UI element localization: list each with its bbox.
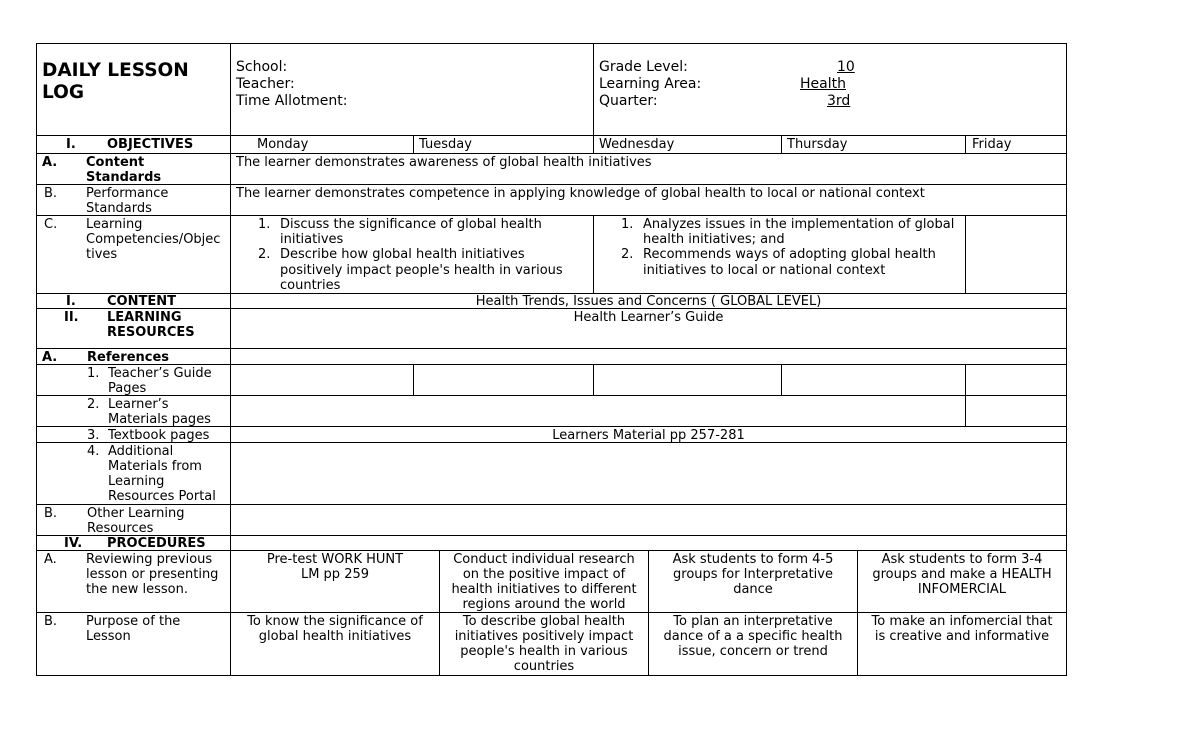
col-line bbox=[413, 135, 414, 154]
performance-standards-text: The learner demonstrates competence in applying knowledge of global health to local or national context bbox=[236, 186, 925, 201]
row-line bbox=[36, 364, 1067, 365]
procedure-cell: global health initiatives bbox=[258, 629, 412, 644]
learning-resources-roman: II. bbox=[64, 310, 79, 325]
competencies-label-3: tives bbox=[86, 247, 118, 262]
quarter-value: 3rd bbox=[827, 93, 851, 109]
day-monday: Monday bbox=[257, 137, 309, 152]
procedure-cell: dance bbox=[733, 582, 773, 597]
procedure-cell: issue, concern or trend bbox=[678, 644, 828, 659]
procedure-cell: To make an infomercial that bbox=[871, 614, 1053, 629]
procedure-cell: Ask students to form 3-4 bbox=[881, 552, 1043, 567]
border-bottom bbox=[36, 675, 1067, 676]
competencies-label: Learning bbox=[86, 217, 143, 232]
border-top bbox=[36, 43, 1067, 44]
reference-label: Materials pages bbox=[108, 412, 211, 427]
performance-standards-label-2: Standards bbox=[86, 201, 152, 216]
content-text: Health Trends, Issues and Concerns ( GLOBAL LEVEL) bbox=[475, 294, 822, 309]
reference-number: 4. bbox=[87, 444, 100, 459]
quarter-label: Quarter: bbox=[599, 93, 658, 109]
col-line bbox=[593, 364, 594, 396]
procedure-cell: is creative and informative bbox=[874, 629, 1050, 644]
competency-text: countries bbox=[280, 278, 341, 293]
reference-label: Pages bbox=[108, 381, 147, 396]
competency-text: positively impact people's health in various bbox=[280, 263, 563, 278]
grade-level-label: Grade Level: bbox=[599, 59, 688, 75]
reference-number: 3. bbox=[87, 428, 100, 443]
competency-text: Describe how global health initiatives bbox=[280, 247, 525, 262]
col-line bbox=[413, 364, 414, 396]
day-tuesday: Tuesday bbox=[419, 137, 472, 152]
procedure-cell: groups for Interpretative bbox=[673, 567, 833, 582]
performance-standards-letter: B. bbox=[44, 186, 58, 201]
content-label: CONTENT bbox=[107, 294, 176, 309]
competency-text: health initiatives; and bbox=[643, 232, 785, 247]
reference-label: Teacher’s Guide bbox=[108, 366, 212, 381]
procedure-cell: on the positive impact of bbox=[462, 567, 626, 582]
content-standards-text: The learner demonstrates awareness of global health initiatives bbox=[236, 155, 652, 170]
procedures-label: PROCEDURES bbox=[107, 536, 206, 551]
col-line bbox=[965, 215, 966, 294]
row-line bbox=[36, 348, 1067, 349]
content-standards-label-2: Standards bbox=[86, 170, 162, 185]
procedure-label: lesson or presenting bbox=[86, 567, 219, 582]
textbook-pages-text: Learners Material pp 257-281 bbox=[552, 428, 745, 443]
competency-number: 2. bbox=[621, 247, 634, 262]
reference-label: Textbook pages bbox=[108, 428, 210, 443]
procedure-label: Purpose of the bbox=[86, 614, 181, 629]
learning-resources-label-2: RESOURCES bbox=[107, 325, 195, 340]
procedure-cell: LM pp 259 bbox=[300, 567, 370, 582]
school-label: School: bbox=[236, 59, 288, 75]
competency-number: 2. bbox=[258, 247, 271, 262]
competency-text: initiatives bbox=[280, 232, 344, 247]
procedure-cell: groups and make a HEALTH bbox=[872, 567, 1052, 582]
col-line bbox=[965, 135, 966, 154]
time-allotment-label: Time Allotment: bbox=[236, 93, 348, 109]
procedure-cell: countries bbox=[513, 659, 575, 674]
border-left bbox=[36, 43, 37, 676]
procedures-roman: IV. bbox=[64, 536, 83, 551]
procedure-cell: health initiatives to different bbox=[451, 582, 637, 597]
competency-number: 1. bbox=[258, 217, 271, 232]
col-line bbox=[781, 135, 782, 154]
other-resources-label-2: Resources bbox=[87, 521, 154, 536]
competencies-letter: C. bbox=[44, 217, 58, 232]
procedure-cell: Ask students to form 4-5 bbox=[672, 552, 834, 567]
col-line bbox=[781, 364, 782, 396]
competency-text: Recommends ways of adopting global health bbox=[643, 247, 936, 262]
reference-label: Materials from bbox=[108, 459, 202, 474]
competencies-label-2: Competencies/Objec bbox=[86, 232, 221, 247]
competency-text: initiatives to local or national context bbox=[643, 263, 886, 278]
day-wednesday: Wednesday bbox=[599, 137, 675, 152]
border-right bbox=[1066, 43, 1067, 676]
learning-resources-text: Health Learner’s Guide bbox=[573, 310, 724, 325]
row-line bbox=[36, 395, 1067, 396]
learning-resources-label: LEARNING bbox=[107, 310, 182, 325]
competency-text: Discuss the significance of global health bbox=[280, 217, 542, 232]
reference-label: Additional bbox=[108, 444, 174, 459]
teacher-label: Teacher: bbox=[236, 76, 295, 92]
performance-standards-label: Performance bbox=[86, 186, 169, 201]
document-title: DAILY LESSON bbox=[42, 60, 189, 81]
procedure-cell: people's health in various bbox=[460, 644, 628, 659]
procedure-cell: dance of a a specific health bbox=[663, 629, 843, 644]
other-resources-label: Other Learning bbox=[87, 506, 185, 521]
procedure-cell: To plan an interpretative bbox=[673, 614, 833, 629]
procedure-label: Reviewing previous bbox=[86, 552, 213, 567]
row-line bbox=[36, 184, 1067, 185]
procedure-letter: A. bbox=[44, 552, 57, 567]
learning-area-value: Health bbox=[800, 76, 846, 92]
objectives-roman: I. bbox=[66, 137, 76, 152]
procedure-label: the new lesson. bbox=[86, 582, 188, 597]
grade-level-value: 10 bbox=[837, 59, 855, 75]
procedure-cell: To describe global health bbox=[462, 614, 626, 629]
content-roman: I. bbox=[66, 294, 76, 309]
procedure-cell: regions around the world bbox=[462, 597, 626, 612]
reference-label: Learning bbox=[108, 474, 165, 489]
row-line bbox=[36, 215, 1067, 216]
col-line bbox=[593, 215, 594, 294]
procedure-cell: Conduct individual research bbox=[453, 552, 635, 567]
row-line bbox=[36, 135, 1067, 136]
reference-number: 1. bbox=[87, 366, 100, 381]
day-thursday: Thursday bbox=[787, 137, 848, 152]
competency-text: Analyzes issues in the implementation of global bbox=[643, 217, 955, 232]
col-line bbox=[965, 364, 966, 427]
procedure-cell: Pre-test WORK HUNT bbox=[266, 552, 404, 567]
content-standards-letter: A. bbox=[42, 155, 58, 170]
reference-label: Resources Portal bbox=[108, 489, 216, 504]
references-letter: A. bbox=[42, 350, 58, 365]
learning-area-label: Learning Area: bbox=[599, 76, 702, 92]
row-line bbox=[36, 153, 1067, 154]
procedure-cell: INFOMERCIAL bbox=[917, 582, 1007, 597]
procedure-letter: B. bbox=[44, 614, 58, 629]
procedure-cell: To know the significance of bbox=[247, 614, 423, 629]
day-friday: Friday bbox=[972, 137, 1012, 152]
competency-number: 1. bbox=[621, 217, 634, 232]
objectives-label: OBJECTIVES bbox=[107, 137, 194, 152]
content-standards-label: Content bbox=[86, 155, 145, 170]
other-resources-letter: B. bbox=[44, 506, 58, 521]
references-label: References bbox=[87, 350, 170, 365]
procedure-label: Lesson bbox=[86, 629, 131, 644]
col-line bbox=[593, 43, 594, 154]
reference-label: Learner’s bbox=[108, 397, 169, 412]
procedure-cell: initiatives positively impact bbox=[454, 629, 634, 644]
reference-number: 2. bbox=[87, 397, 100, 412]
document-title-line2: LOG bbox=[42, 82, 85, 103]
